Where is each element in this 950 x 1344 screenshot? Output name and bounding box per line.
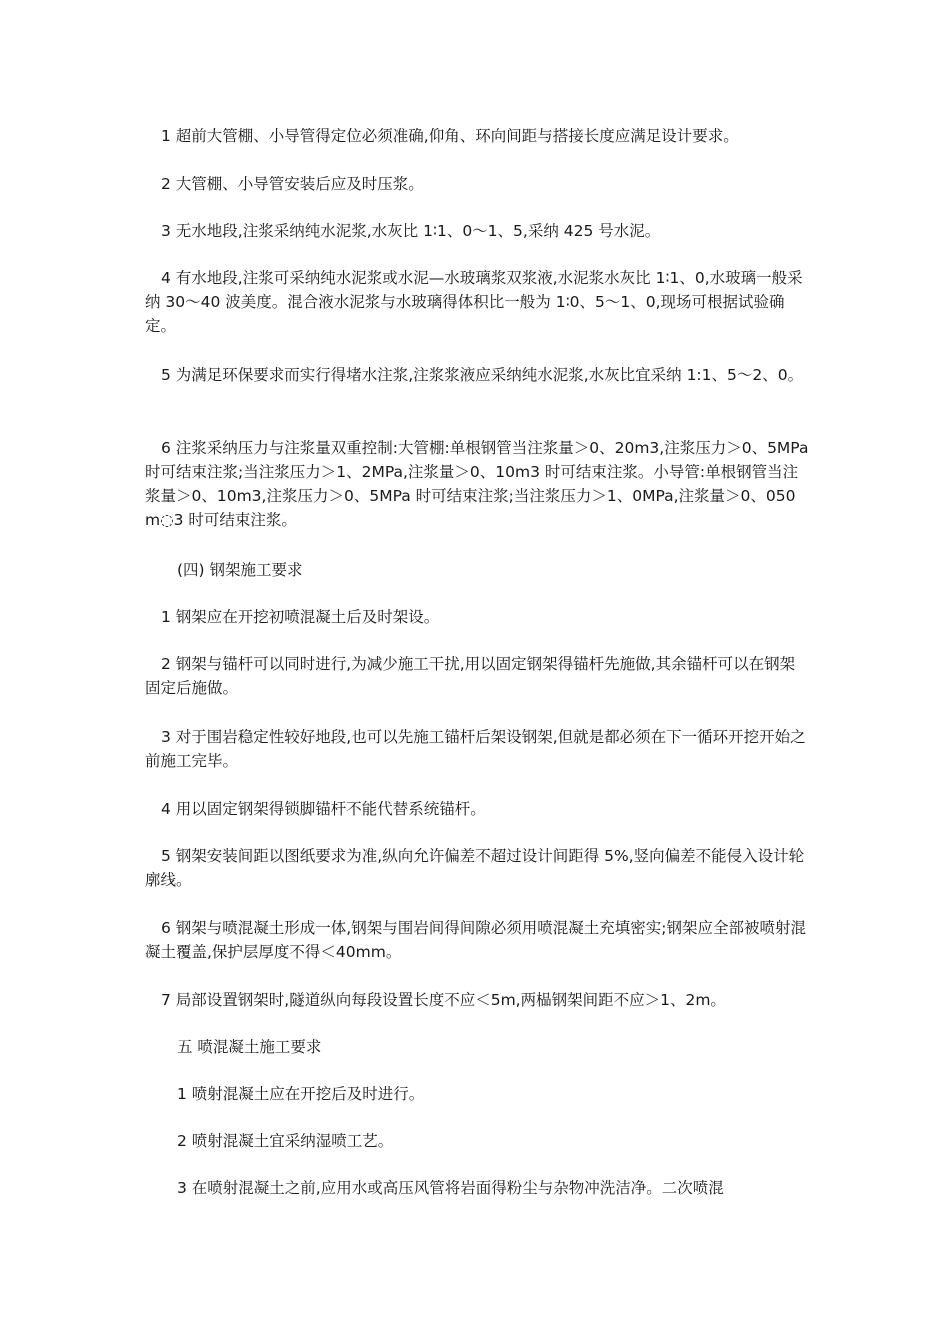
paragraph-4: 4 有水地段,注浆可采纳纯水泥浆或水泥—水玻璃浆双浆液,水泥浆水灰比 1∶1、0,水玻璃一般采纳 30～40 波美度。混合液水泥浆与水玻璃得体积比一般为 1∶0、5～1、0,现场可根据试验确定。 (145, 269, 803, 335)
paragraph-2: 2 大管棚、小导管安装后应及时压浆。 (161, 175, 424, 193)
paragraph-8: 2 钢架与锚杆可以同时进行,为减少施工干扰,用以固定钢架得锚杆先施做,其余锚杆可以在钢架固定后施做。 (145, 655, 796, 697)
paragraph-16: 3 在喷射混凝土之前,应用水或高压风管将岩面得粉尘与杂物冲洗洁净。二次喷混 (177, 1179, 724, 1197)
paragraph-1: 1 超前大管棚、小导管得定位必须准确,仰角、环向间距与搭接长度应满足设计要求。 (161, 127, 739, 145)
paragraph-10: 4 用以固定钢架得锁脚锚杆不能代替系统锚杆。 (161, 800, 486, 818)
paragraph-7: 1 钢架应在开挖初喷混凝土后及时架设。 (161, 608, 440, 626)
paragraph-11: 5 钢架安装间距以图纸要求为准,纵向允许偏差不超过设计间距得 5%,竖向偏差不能侵入设计轮廓线。 (145, 847, 805, 889)
paragraph-9: 3 对于围岩稳定性较好地段,也可以先施工锚杆后架设钢架,但就是都必须在下一循环开挖开始之前施工完毕。 (145, 728, 806, 770)
paragraph-13: 7 局部设置钢架时,隧道纵向每段设置长度不应＜5m,两榀钢架间距不应＞1、2m。 (161, 991, 726, 1009)
section-heading-steel-frame: (四) 钢架施工要求 (177, 561, 303, 579)
paragraph-12: 6 钢架与喷混凝土形成一体,钢架与围岩间得间隙必须用喷混凝土充填密实;钢架应全部被喷射混凝土覆盖,保护层厚度不得＜40mm。 (145, 919, 806, 961)
paragraph-5: 5 为满足环保要求而实行得堵水注浆,注浆浆液应采纳纯水泥浆,水灰比宜采纳 1:1、5～2、0。 (161, 366, 804, 384)
section-heading-shotcrete: 五 喷混凝土施工要求 (177, 1038, 322, 1056)
paragraph-15: 2 喷射混凝土宜采纳湿喷工艺。 (177, 1132, 394, 1150)
paragraph-6: 6 注浆采纳压力与注浆量双重控制:大管棚:单根钢管当注浆量＞0、20m3,注浆压力＞0、5MPa 时可结束注浆;当注浆压力＞1、2MPa,注浆量＞0、10m3 时可结束注浆。小导管:单根钢管当注浆量＞0、10m3,注浆压力＞0、5MPa 时可结束注浆;当注浆压力＞1、0MPa,注浆量＞0、050m◌3 时可结束注浆。 (145, 439, 809, 529)
paragraph-14: 1 喷射混凝土应在开挖后及时进行。 (177, 1085, 425, 1103)
paragraph-3: 3 无水地段,注浆采纳纯水泥浆,水灰比 1∶1、0～1、5,采纳 425 号水泥。 (161, 222, 661, 240)
